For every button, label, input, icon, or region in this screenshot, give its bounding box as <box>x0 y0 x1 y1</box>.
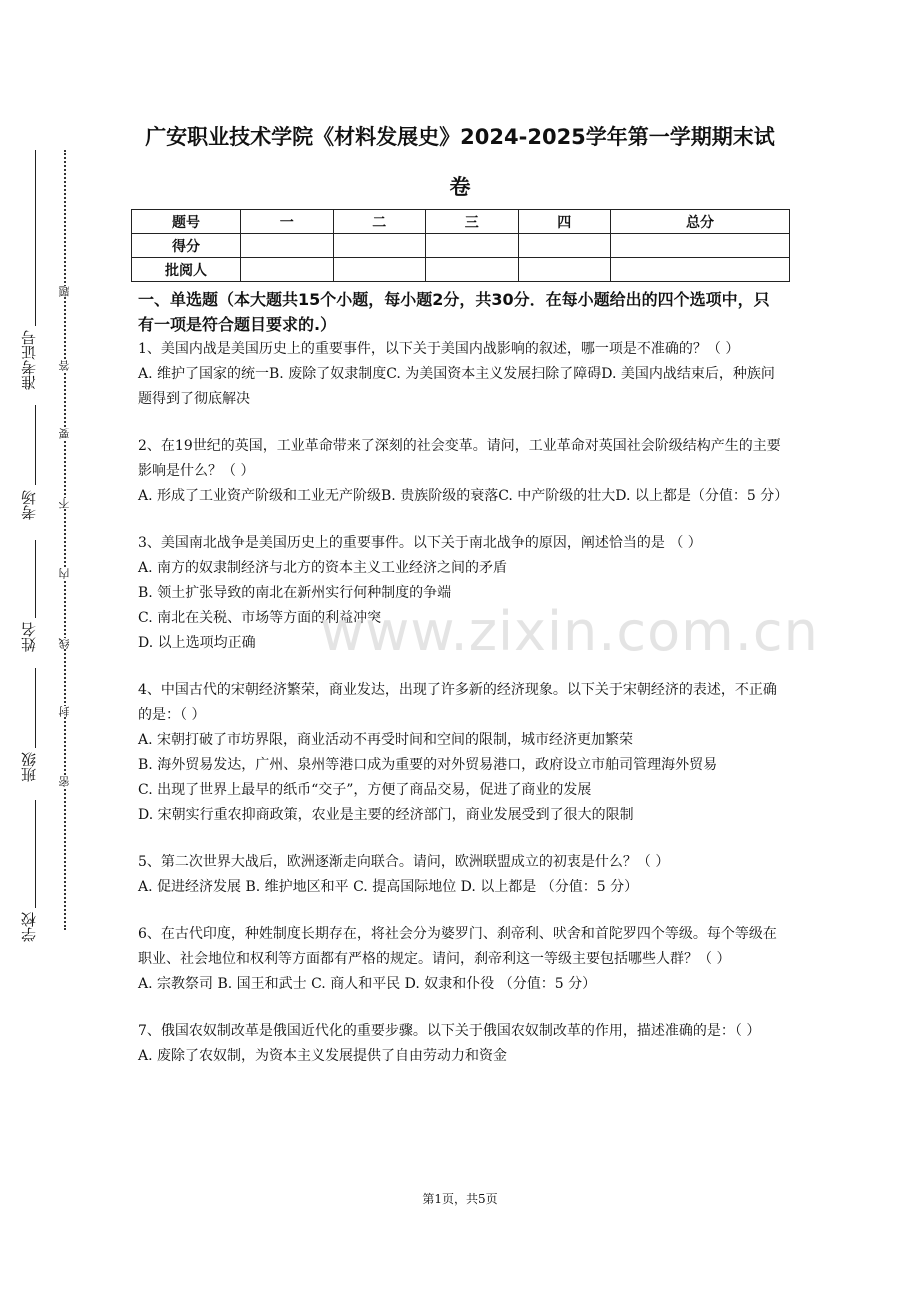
question-stem: 7、俄国农奴制改革是俄国近代化的重要步骤。以下关于俄国农奴制改革的作用，描述准确的是：（ ） <box>138 1023 761 1039</box>
score-row-label: 批阅人 <box>132 258 241 282</box>
question-option: B. 领土扩张导致的南北在新州实行何种制度的争端 <box>138 585 452 601</box>
question-option: A. 促进经济发展 B. 维护地区和平 C. 提高国际地位 D. 以上都是 （分值：5 分） <box>138 879 639 895</box>
seal-char: 答 <box>58 360 71 371</box>
page-footer: 第1页，共5页 <box>422 1192 498 1206</box>
score-cell <box>426 258 519 282</box>
score-cell <box>518 234 611 258</box>
seal-dotted-line <box>64 150 66 930</box>
score-header-cell: 题号 <box>132 210 241 234</box>
score-header-cell: 二 <box>333 210 426 234</box>
question-stem: 6、在古代印度，种姓制度长期存在，将社会分为婆罗门、刹帝利、吠舍和首陀罗四个等级。每个等级在职业、社会地位和权利等方面都有严格的规定。请问，刹帝利这一等级主要包括哪些人群？（ ） <box>138 926 777 967</box>
seal-char: 不 <box>58 498 71 509</box>
score-table-row <box>132 234 790 258</box>
seal-char: 线 <box>58 638 71 649</box>
score-cell <box>333 258 426 282</box>
score-cell <box>241 234 334 258</box>
binding-line <box>35 405 36 485</box>
binding-label-school: 学校 <box>20 912 38 942</box>
watermark: www.zixin.com.cn <box>320 600 819 663</box>
binding-label-exam-room: 考场 <box>20 490 38 520</box>
binding-line <box>35 150 36 326</box>
question-option: D. 以上选项均正确 <box>138 635 256 651</box>
question-option: C. 南北在关税、市场等方面的利益冲突 <box>138 610 382 626</box>
score-cell <box>426 234 519 258</box>
question-option: B. 海外贸易发达，广州、泉州等港口成为重要的对外贸易港口，政府设立市舶司管理海外贸易 <box>138 757 718 773</box>
binding-line <box>35 800 36 908</box>
score-cell <box>333 234 426 258</box>
question-stem: 4、中国古代的宋朝经济繁荣，商业发达，出现了许多新的经济现象。以下关于宋朝经济的表述，不正确的是：（ ） <box>138 682 777 723</box>
question-stem: 5、第二次世界大战后，欧洲逐渐走向联合。请问，欧洲联盟成立的初衷是什么？（ ） <box>138 854 670 870</box>
score-table-row <box>132 258 790 282</box>
section-heading: 一、单选题（本大题共15个小题，每小题2分，共30分．在每小题给出的四个选项中，只有一项是符合题目要求的.） <box>138 290 770 334</box>
question-stem: 3、美国南北战争是美国历史上的重要事件。以下关于南北战争的原因，阐述恰当的是 （ ） <box>138 535 702 551</box>
score-cell <box>241 258 334 282</box>
score-table-header-row <box>132 210 790 234</box>
seal-char: 要 <box>58 428 71 439</box>
binding-line <box>35 668 36 748</box>
seal-char: 题 <box>58 286 71 297</box>
score-cell <box>518 258 611 282</box>
exam-content <box>138 287 789 1069</box>
seal-char: 内 <box>58 568 71 579</box>
question-option: A. 废除了农奴制，为资本主义发展提供了自由劳动力和资金 <box>138 1048 508 1064</box>
question-option: D. 宋朝实行重农抑商政策，农业是主要的经济部门，商业发展受到了很大的限制 <box>138 807 634 823</box>
score-row-label: 得分 <box>132 234 241 258</box>
question-option: A. 宋朝打破了市坊界限，商业活动不再受时间和空间的限制，城市经济更加繁荣 <box>138 732 634 748</box>
score-header-cell: 四 <box>518 210 611 234</box>
binding-label-name: 姓名 <box>20 622 38 652</box>
question-option: A. 宗教祭司 B. 国王和武士 C. 商人和平民 D. 奴隶和仆役 （分值：5 分） <box>138 976 597 992</box>
seal-char: 密 <box>58 776 71 787</box>
binding-line <box>35 540 36 618</box>
question-stem: 1、美国内战是美国历史上的重要事件，以下关于美国内战影响的叙述，哪一项是不准确的？（ ） <box>138 341 740 357</box>
exam-title-line-1: 广安职业技术学院《材料发展史》2024-2025学年第一学期期末试 <box>145 125 775 149</box>
seal-char: 封 <box>58 706 71 717</box>
score-header-cell: 总分 <box>611 210 790 234</box>
score-header-cell: 三 <box>426 210 519 234</box>
score-table <box>131 209 790 282</box>
score-header-cell: 一 <box>241 210 334 234</box>
question-option: A. 维护了国家的统一B. 废除了奴隶制度C. 为美国资本主义发展扫除了障碍D. 美国内战结束后，种族问题得到了彻底解决 <box>138 366 775 407</box>
binding-label-exam-number: 准考证号 <box>20 330 38 390</box>
question-option: C. 出现了世界上最早的纸币“交子”，方便了商品交易，促进了商业的发展 <box>138 782 592 798</box>
question-option: A. 南方的奴隶制经济与北方的资本主义工业经济之间的矛盾 <box>138 560 508 576</box>
question-stem: 2、在19世纪的英国，工业革命带来了深刻的社会变革。请问，工业革命对英国社会阶级结构产生的主要影响是什么？（ ） <box>138 438 781 479</box>
question-option: A. 形成了工业资产阶级和工业无产阶级B. 贵族阶级的衰落C. 中产阶级的壮大D. 以上都是（分值：5 分） <box>138 488 789 504</box>
score-cell <box>611 258 790 282</box>
binding-label-class: 班级 <box>20 752 38 782</box>
exam-title-line-2: 卷 <box>449 175 471 199</box>
score-cell <box>611 234 790 258</box>
